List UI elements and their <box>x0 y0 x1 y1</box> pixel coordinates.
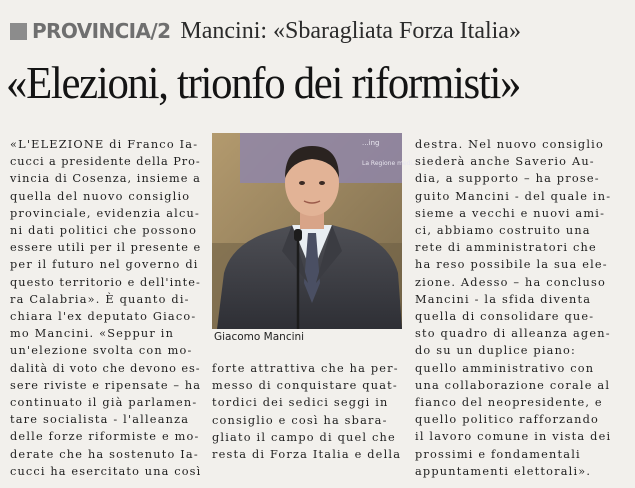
text-line: continuato il già parlamen- <box>10 396 198 410</box>
article-column-2 <box>212 360 412 463</box>
text-line: prossimi e fondamentali <box>415 447 581 461</box>
subheadline: Mancini: «Sbaragliata Forza Italia» <box>180 18 521 44</box>
text-line: per il futuro nel governo di <box>10 258 199 272</box>
text-line: tordici dei sedici seggi in <box>212 396 389 410</box>
text-line: vincia di Cosenza, insieme a <box>10 172 201 186</box>
photo-caption: Giacomo Mancini <box>214 331 305 343</box>
text-line: do su un duplice piano: <box>415 344 577 358</box>
text-line: dia, a supporto – ha prose- <box>415 172 600 186</box>
text-line: zione. Adesso – ha concluso <box>415 275 607 289</box>
text-line: provinciale, evidenzia alcu- <box>10 206 200 220</box>
text-line: resta di Forza Italia e della <box>212 448 402 462</box>
text-line: appuntamenti elettorali». <box>415 464 592 478</box>
headline: «Elezioni, trionfo dei riformisti» <box>6 57 521 108</box>
text-line: forte attrattiva che ha per- <box>212 362 399 375</box>
text-line: quella del nuovo consiglio <box>10 189 191 203</box>
text-line: sto quadro di alleanza agen- <box>415 327 611 341</box>
text-line: Mancini - la sfida diventa <box>415 292 592 306</box>
text-line: gliato il campo di quel che <box>212 430 396 444</box>
text-line: una collaborazione corale al <box>415 378 611 392</box>
text-line: essere utili per il presente e <box>10 241 202 255</box>
text-line: derate che ha sostenuto Ia- <box>10 447 199 461</box>
text-line: cucci a presidente della Pro- <box>10 155 201 169</box>
text-line: quello amministrativo con <box>415 361 595 375</box>
text-line: un'elezione svolta con mo- <box>10 344 193 358</box>
text-line: quello politico rafforzando <box>415 413 600 427</box>
portrait-photo <box>212 133 418 329</box>
text-line: fianco del neopresidente, e <box>415 396 603 410</box>
text-line: mo Mancini. «Seppur in <box>10 327 175 341</box>
section-marker <box>10 23 27 40</box>
slide-text: La Regione medi... <box>362 160 418 167</box>
text-line: ci, abbiamo costruito una <box>415 224 591 238</box>
text-line: dalità di voto che devono es- <box>10 361 201 375</box>
text-line: ha reso possibile la sua ele- <box>415 258 608 272</box>
text-line: «L'ELEZIONE di Franco Ia- <box>10 138 199 151</box>
text-line: ni dati politici che possono <box>10 224 198 238</box>
article-header <box>10 18 630 48</box>
text-line: destra. Nel nuovo consiglio <box>415 138 604 151</box>
text-line: quella di consolidare que- <box>415 310 595 324</box>
text-line: sere riviste e ripensate – ha <box>10 378 202 392</box>
article-column-3 <box>415 136 625 480</box>
text-line: guito Mancini - del quale in- <box>415 189 612 203</box>
text-line: siederà anche Saverio Au- <box>415 155 595 169</box>
text-line: il lavoro comune in vista dei <box>415 430 612 444</box>
text-line: rete di amministratori che <box>415 241 597 255</box>
text-line: chiara l'ex deputato Giaco- <box>10 310 197 324</box>
text-line: questo territorio e dell'inte- <box>10 275 201 289</box>
text-line: cucci ha esercitato una così <box>10 464 202 478</box>
section-label: PROVINCIA/2 <box>32 19 171 43</box>
article-column-1 <box>10 136 200 480</box>
text-line: messo di conquistare quat- <box>212 379 398 393</box>
text-line: sieme a vecchi e nuovi ami- <box>415 206 606 220</box>
slide-text: ...ing <box>362 139 380 147</box>
text-line: delle forze riformiste e mo- <box>10 430 200 444</box>
text-line: ra Calabria». È quanto di- <box>10 292 190 306</box>
text-line: tare socialista - l'alleanza <box>10 413 190 427</box>
text-line: consiglio e così ha sbara- <box>212 413 388 427</box>
